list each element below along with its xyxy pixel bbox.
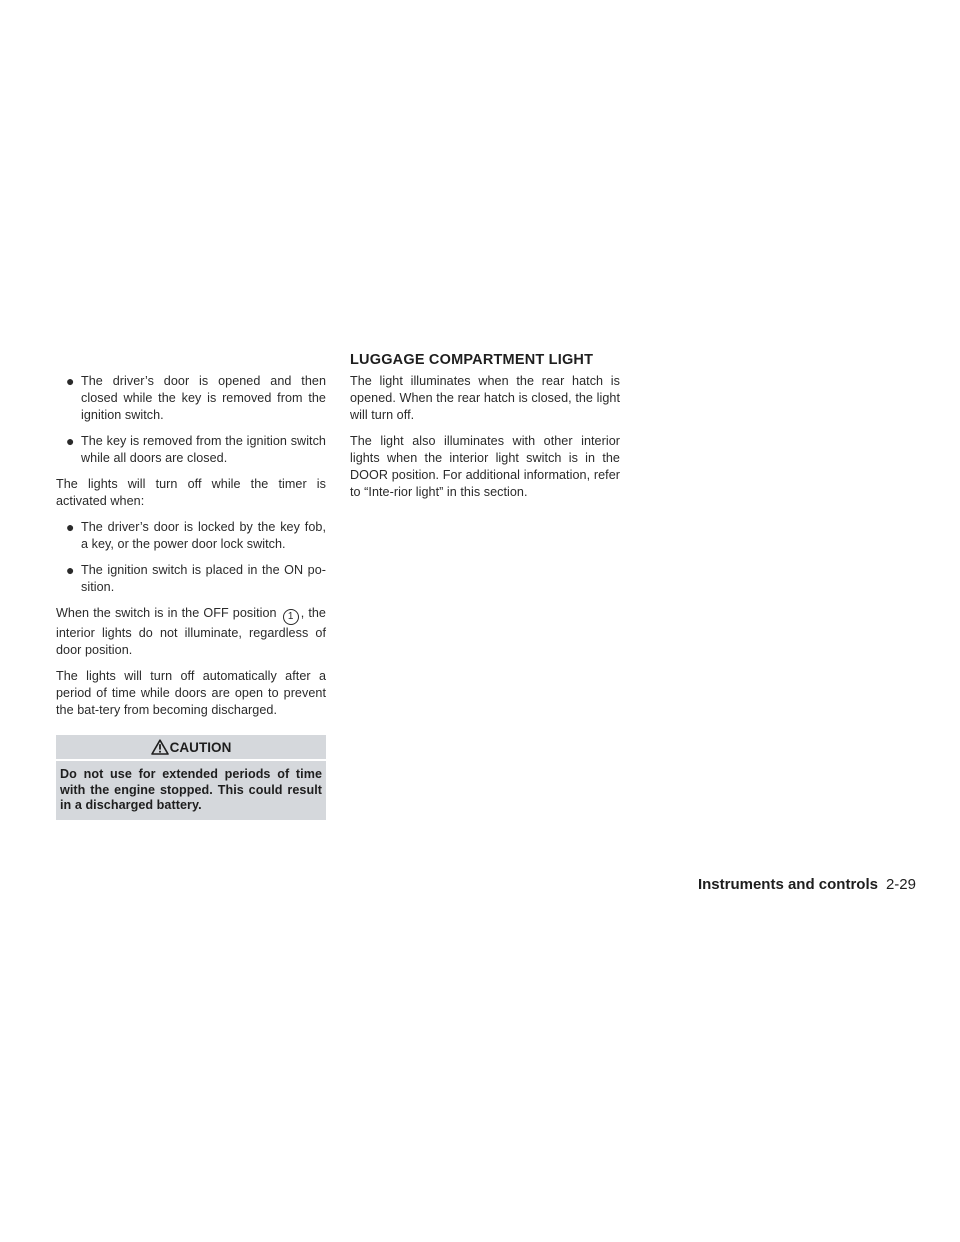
bullet-text: The ignition switch is placed in the ON po-sition. [81,563,326,594]
list-item [56,519,326,553]
paragraph-text: , the interior lights do not illuminate, regardless of door position. [56,606,326,657]
page-footer [698,876,916,893]
bullet-text: The driver’s door is locked by the key fob, a key, or the power door lock switch. [81,520,326,551]
bullet-text: The key is removed from the ignition switch while all doors are closed. [81,434,326,465]
bullet-icon: ● [66,433,75,449]
bullet-icon: ● [66,373,75,389]
paragraph-timer: The lights will turn off while the timer is activated when: [56,477,326,508]
paragraph-off-position [56,605,326,659]
paragraph-text: When the switch is in the OFF position [56,606,277,620]
list-item [56,433,326,467]
position-marker: 1 [283,609,299,625]
paragraph-luggage-2: The light also illuminates with other interior lights when the interior light switch is in the DOOR position. For additional information, refer to “Inte-rior light” in this section. [350,434,620,499]
caution-body: Do not use for extended periods of time with the engine stopped. This could result in a discharged battery. [56,761,326,820]
warning-triangle-icon [151,739,169,755]
list-item [56,562,326,596]
page-number: 2-29 [885,876,916,893]
paragraph-luggage-1: The light illuminates when the rear hatch is opened. When the rear hatch is closed, the light will turn off. [350,374,620,422]
caution-header [56,735,326,759]
paragraph-auto-off: The lights will turn off automatically after a period of time while doors are open to prevent the bat-tery from becoming discharged. [56,669,326,717]
right-column [350,373,620,510]
bullet-icon: ● [66,519,75,535]
footer-section-title: Instruments and controls [697,876,878,893]
section-heading: LUGGAGE COMPARTMENT LIGHT [350,352,594,368]
bullet-icon: ● [66,562,75,578]
bullet-text: The driver’s door is opened and then closed while the key is removed from the ignition switch. [81,374,326,422]
caution-title: CAUTION [169,740,232,755]
left-column [56,373,326,820]
list-item [56,373,326,424]
